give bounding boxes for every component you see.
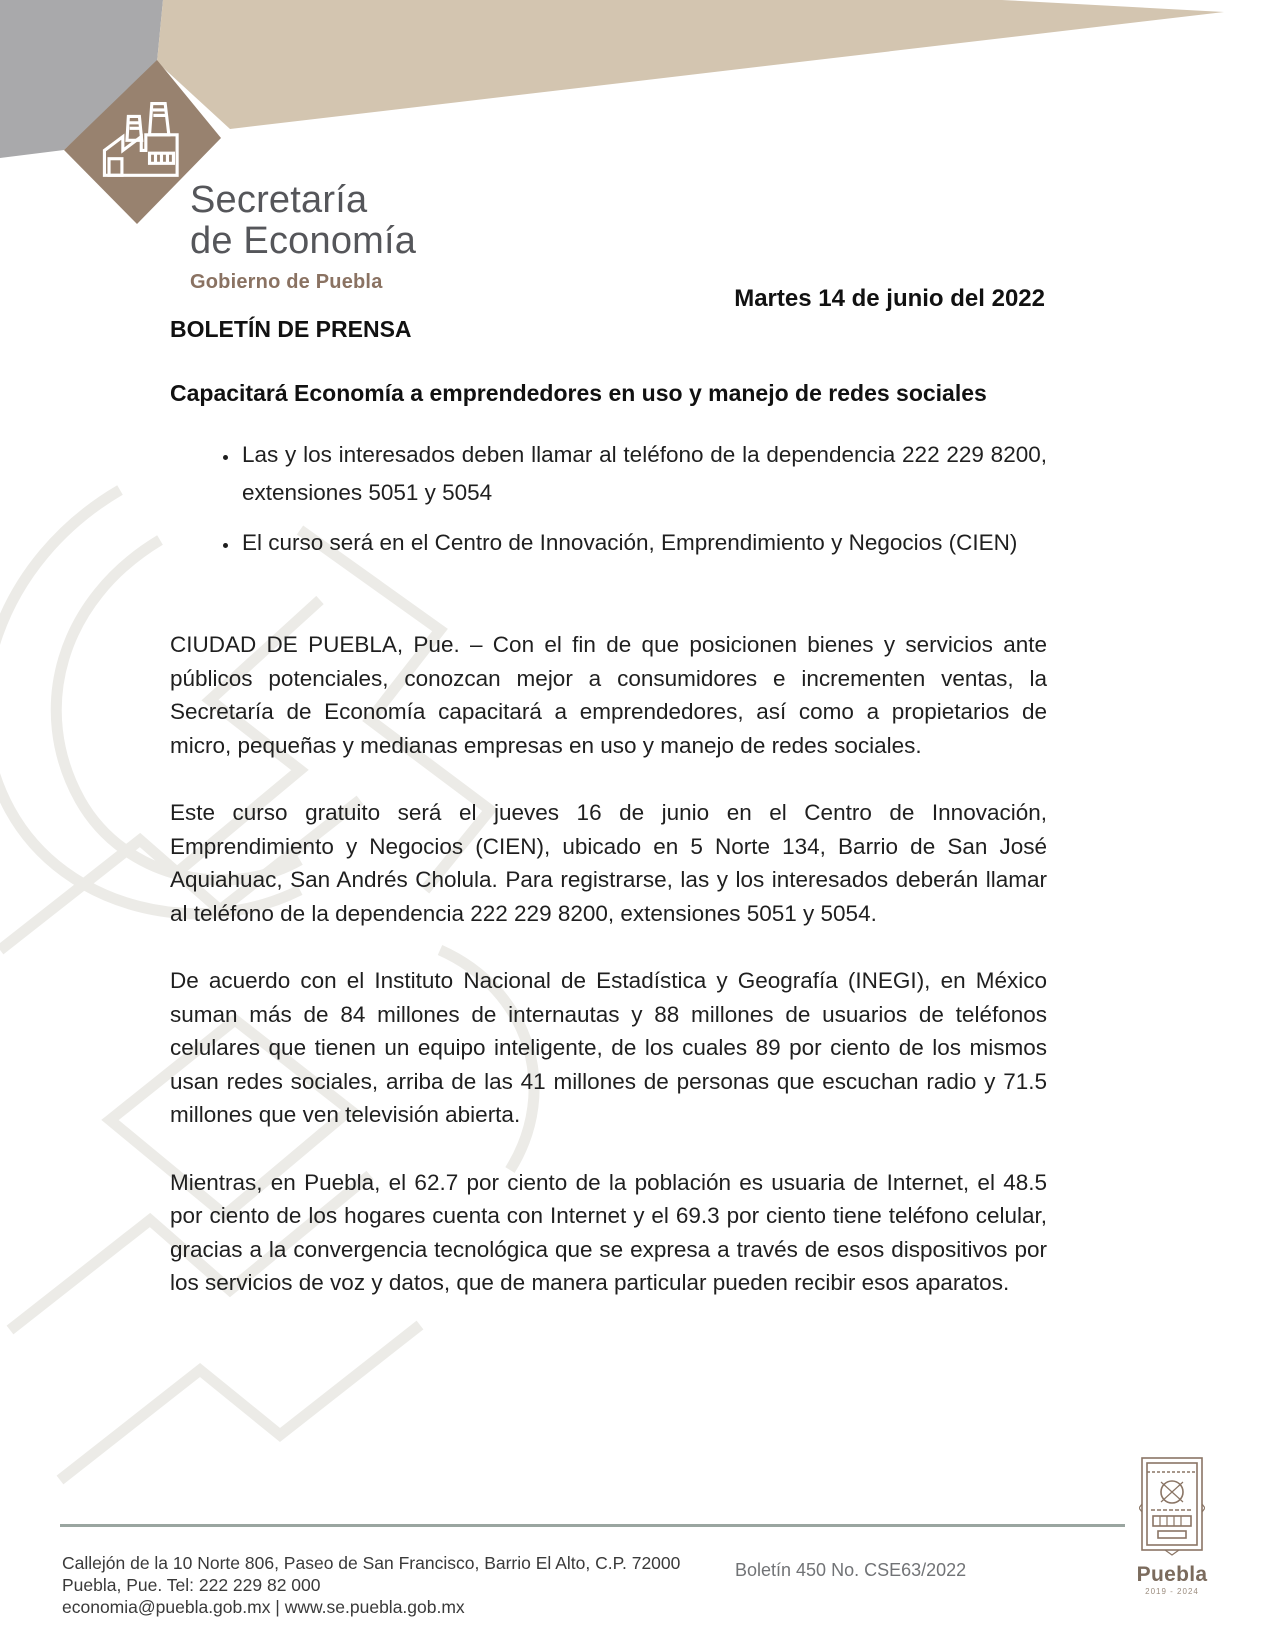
tan-band-shape	[157, 0, 1224, 129]
bullet-item: • Las y los interesados deben llamar al teléfono de la dependencia 222 229 8200, extensiones 5051 y 5054	[240, 436, 1047, 512]
document-title: Capacitará Economía a emprendedores en uso y manejo de redes sociales	[170, 380, 987, 406]
brand-block	[190, 180, 416, 294]
puebla-logo-years: 2019 - 2024	[1145, 1587, 1199, 1596]
date-line: Martes 14 de junio del 2022	[734, 285, 1045, 312]
puebla-logo-block	[1133, 1456, 1211, 1596]
bulletin-reference: Boletín 450 No. CSE63/2022	[735, 1560, 967, 1580]
brand-government: Gobierno de Puebla	[190, 271, 383, 293]
press-release-label: BOLETÍN DE PRENSA	[170, 316, 412, 342]
body-paragraph: Mientras, en Puebla, el 62.7 por ciento de la población es usuaria de Internet, el 48.5 por ciento de los hogares cuenta con Internet y el 69.3 por ciento tiene teléfono celular, gracias a la convergencia tecnológica que se expresa a través de esos dispositivos por los servicios de voz y datos, que de manera particular pueden recibir esos aparatos.	[170, 1169, 1047, 1295]
puebla-crest-icon	[1139, 1456, 1205, 1556]
body-copy	[170, 628, 1047, 1334]
puebla-logo-name: Puebla	[1136, 1563, 1208, 1586]
brand-org-line1: Secretaría	[190, 179, 368, 221]
footer-address-line3: economia@puebla.gob.mx | www.se.puebla.gob.mx	[62, 1597, 465, 1617]
highlight-bullet-list	[170, 436, 1047, 574]
body-paragraph: De acuerdo con el Instituto Nacional de Estadística y Geografía (INEGI), en México suman más de 84 millones de internautas y 88 millones de usuarios de teléfonos celulares que tienen un equipo inteligente, de los cuales 89 por ciento de los mismos usan redes sociales, arriba de las 41 millones de personas que escuchan radio y 71.5 millones que ven televisión abierta.	[170, 968, 1047, 1127]
footer-address-line2: Puebla, Pue. Tel: 222 229 82 000	[62, 1575, 321, 1595]
body-paragraph: Este curso gratuito será el jueves 16 de junio en el Centro de Innovación, Emprendimiento y Negocios (CIEN), ubicado en 5 Norte 134, Barrio de San José Aquiahuac, San Andrés Cholula. Para registrarse, las y los interesados deberán llamar al teléfono de la dependencia 222 229 8200, extensiones 5051 y 5054.	[170, 800, 1047, 926]
bullet-item: • El curso será en el Centro de Innovación, Emprendimiento y Negocios (CIEN)	[240, 524, 1047, 562]
footer-divider	[60, 1524, 1125, 1527]
footer-address	[62, 1552, 680, 1618]
footer-address-line1: Callejón de la 10 Norte 806, Paseo de San Francisco, Barrio El Alto, C.P. 72000	[62, 1553, 681, 1573]
body-paragraph: CIUDAD DE PUEBLA, Pue. – Con el fin de que posicionen bienes y servicios ante públicos potenciales, conozcan mejor a consumidores e incrementen ventas, la Secretaría de Economía capacitará a emprendedores, así como a propietarios de micro, pequeñas y medianas empresas en uso y manejo de redes sociales.	[170, 632, 1047, 758]
brand-org-line2: de Economía	[190, 220, 417, 262]
